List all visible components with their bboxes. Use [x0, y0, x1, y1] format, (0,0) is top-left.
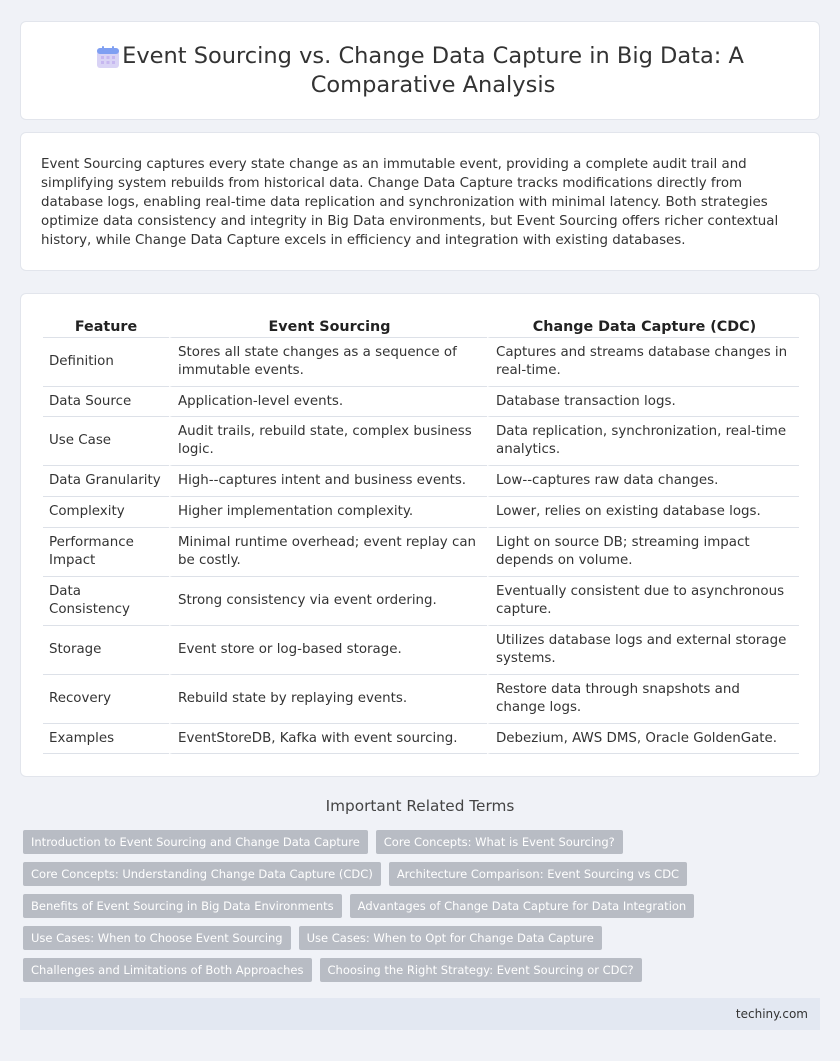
related-terms-list: [23, 830, 823, 990]
title-card: [20, 21, 820, 120]
related-terms-row: [23, 926, 823, 958]
header-event-sourcing: Event Sourcing: [169, 314, 487, 338]
cell-feature: Data Consistency: [43, 577, 169, 626]
cell-feature: Examples: [43, 724, 169, 754]
cell-feature: Recovery: [43, 675, 169, 724]
cell-feature: Data Granularity: [43, 466, 169, 497]
table-body: [43, 338, 799, 754]
related-terms-row: [23, 830, 823, 862]
table-row: [43, 577, 799, 626]
cell-event-sourcing: EventStoreDB, Kafka with event sourcing.: [169, 724, 487, 754]
related-term-tag[interactable]: Use Cases: When to Opt for Change Data Capture: [299, 926, 602, 950]
cell-event-sourcing: Higher implementation complexity.: [169, 497, 487, 528]
table-row: [43, 528, 799, 577]
table-row: [43, 675, 799, 724]
header-feature: Feature: [43, 314, 169, 338]
table-row: [43, 387, 799, 417]
page-title: Event Sourcing vs. Change Data Capture in Big Data: A Comparative Analysis: [122, 42, 744, 98]
related-term-tag[interactable]: Challenges and Limitations of Both Approaches: [23, 958, 312, 982]
related-term-tag[interactable]: Architecture Comparison: Event Sourcing vs CDC: [389, 862, 687, 886]
related-term-tag[interactable]: Advantages of Change Data Capture for Data Integration: [350, 894, 695, 918]
cell-feature: Use Case: [43, 417, 169, 466]
related-terms-row: [23, 958, 823, 990]
intro-card: [20, 132, 820, 271]
cell-feature: Storage: [43, 626, 169, 675]
related-term-tag[interactable]: Core Concepts: What is Event Sourcing?: [376, 830, 623, 854]
related-term-tag[interactable]: Core Concepts: Understanding Change Data Capture (CDC): [23, 862, 381, 886]
cell-feature: Complexity: [43, 497, 169, 528]
cell-cdc: Light on source DB; streaming impact depends on volume.: [487, 528, 799, 577]
cell-cdc: Data replication, synchronization, real-time analytics.: [487, 417, 799, 466]
related-term-tag[interactable]: Introduction to Event Sourcing and Change Data Capture: [23, 830, 368, 854]
cell-event-sourcing: Application-level events.: [169, 387, 487, 417]
table-row: [43, 466, 799, 497]
cell-cdc: Eventually consistent due to asynchronous capture.: [487, 577, 799, 626]
cell-cdc: Utilizes database logs and external storage systems.: [487, 626, 799, 675]
related-term-tag[interactable]: Use Cases: When to Choose Event Sourcing: [23, 926, 291, 950]
cell-event-sourcing: Audit trails, rebuild state, complex business logic.: [169, 417, 487, 466]
cell-event-sourcing: Strong consistency via event ordering.: [169, 577, 487, 626]
cell-cdc: Captures and streams database changes in real-time.: [487, 338, 799, 387]
table-row: [43, 497, 799, 528]
cell-feature: Performance Impact: [43, 528, 169, 577]
comparison-table: [43, 314, 799, 754]
cell-cdc: Lower, relies on existing database logs.: [487, 497, 799, 528]
cell-event-sourcing: High--captures intent and business events.: [169, 466, 487, 497]
table-row: [43, 626, 799, 675]
header-cdc: Change Data Capture (CDC): [487, 314, 799, 338]
comparison-card: [20, 293, 820, 777]
related-terms-row: [23, 862, 823, 894]
table-row: [43, 724, 799, 754]
related-term-tag[interactable]: Choosing the Right Strategy: Event Sourcing or CDC?: [320, 958, 642, 982]
table-header-row: [43, 314, 799, 338]
cell-cdc: Debezium, AWS DMS, Oracle GoldenGate.: [487, 724, 799, 754]
footer: [20, 998, 820, 1030]
cell-event-sourcing: Stores all state changes as a sequence of immutable events.: [169, 338, 487, 387]
calendar-icon: [95, 44, 121, 70]
cell-event-sourcing: Rebuild state by replaying events.: [169, 675, 487, 724]
cell-event-sourcing: Minimal runtime overhead; event replay can be costly.: [169, 528, 487, 577]
cell-feature: Definition: [43, 338, 169, 387]
related-term-tag[interactable]: Benefits of Event Sourcing in Big Data Environments: [23, 894, 342, 918]
cell-cdc: Low--captures raw data changes.: [487, 466, 799, 497]
footer-brand[interactable]: techiny.com: [735, 1007, 808, 1021]
table-row: [43, 338, 799, 387]
cell-cdc: Database transaction logs.: [487, 387, 799, 417]
table-row: [43, 417, 799, 466]
cell-feature: Data Source: [43, 387, 169, 417]
related-terms-heading: Important Related Terms: [325, 797, 515, 815]
cell-cdc: Restore data through snapshots and change logs.: [487, 675, 799, 724]
related-terms-row: [23, 894, 823, 926]
intro-paragraph: Event Sourcing captures every state change as an immutable event, providing a complete audit trail and simplifying system rebuilds from historical data. Change Data Capture tracks modifications directly from database logs, enabling real-time data replication and synchronization with minimal latency. Both strategies optimize data consistency and integrity in Big Data environments, but Event Sourcing offers richer contextual history, while Change Data Capture excels in efficiency and integration with existing databases.: [41, 157, 779, 248]
cell-event-sourcing: Event store or log-based storage.: [169, 626, 487, 675]
